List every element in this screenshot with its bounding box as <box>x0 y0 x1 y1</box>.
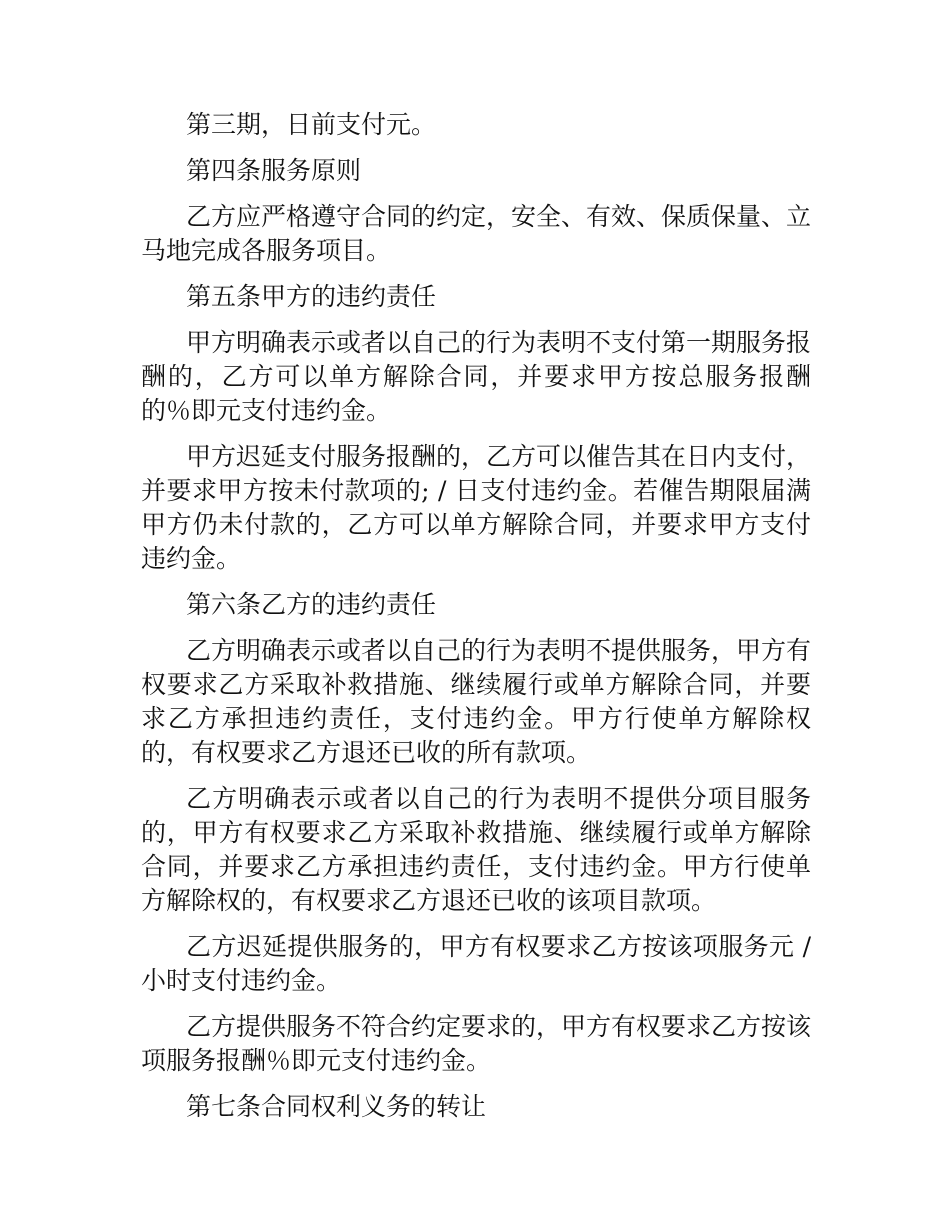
heading-article-6: 第六条乙方的违约责任 <box>186 590 437 619</box>
paragraph-payment-third-period: 第三期，日前支付元。 <box>186 110 437 139</box>
paragraph-party-b-breach-2: 乙方明确表示或者以自己的行为表明不提供分项目服务的，甲方有权要求乙方采取补救措施、继续履行或单方解除合同，并要求乙方承担违约责任，支付违约金。甲方行使单方解除权的，有权要求乙方退还已收的该项目款项。 <box>141 784 811 915</box>
paragraph-service-principle: 乙方应严格遵守合同的约定，安全、有效、保质保量、立马地完成各服务项目。 <box>141 202 812 265</box>
heading-article-7: 第七条合同权利义务的转让 <box>186 1092 487 1121</box>
document-body <box>141 108 811 1136</box>
heading-article-4: 第四条服务原则 <box>186 156 362 185</box>
paragraph-party-a-breach-1: 甲方明确表示或者以自己的行为表明不支付第一期服务报酬的，乙方可以单方解除合同，并要求甲方按总服务报酬的％即元支付违约金。 <box>141 328 812 425</box>
paragraph-party-b-breach-3: 乙方迟延提供服务的，甲方有权要求乙方按该项服务元 / 小时支付违约金。 <box>141 932 811 995</box>
paragraph-party-b-breach-1: 乙方明确表示或者以自己的行为表明不提供服务，甲方有权要求乙方采取补救措施、继续履行或单方解除合同，并要求乙方承担违约责任，支付违约金。甲方行使单方解除权的，有权要求乙方退还已收的所有款项。 <box>141 636 812 767</box>
paragraph-party-a-breach-2: 甲方迟延支付服务报酬的，乙方可以催告其在日内支付，并要求甲方按未付款项的; / 日支付违约金。若催告期限届满甲方仍未付款的，乙方可以单方解除合同，并要求甲方支付违约金。 <box>141 442 812 573</box>
heading-article-5: 第五条甲方的违约责任 <box>186 282 437 311</box>
paragraph-party-b-breach-4: 乙方提供服务不符合约定要求的，甲方有权要求乙方按该项服务报酬％即元支付违约金。 <box>141 1012 812 1075</box>
